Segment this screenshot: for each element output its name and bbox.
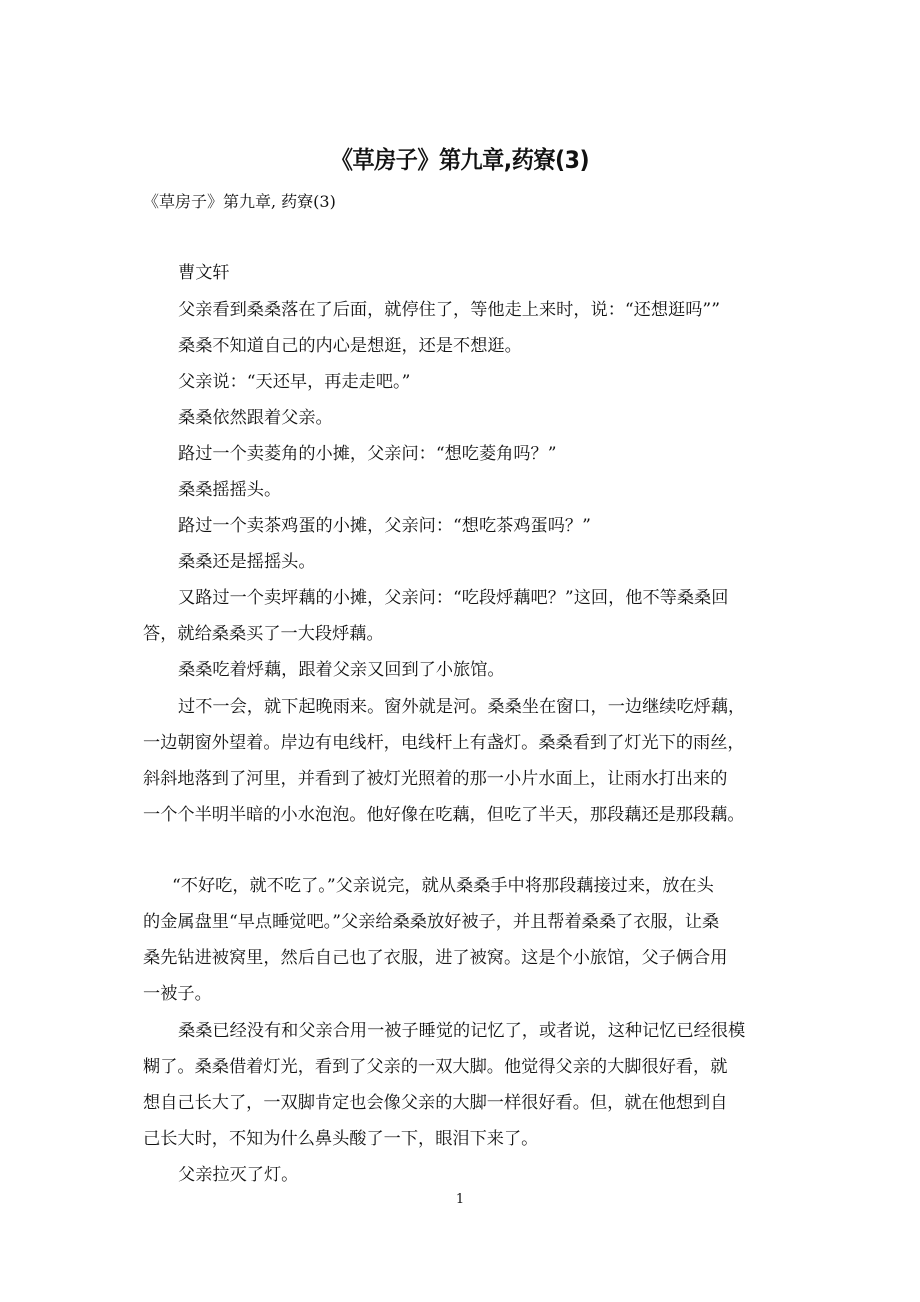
paragraph-line: 桑桑还是摇摇头。 — [178, 552, 316, 572]
page-number: 1 — [455, 1192, 465, 1207]
paragraph-line: 桑先钻进被窝里，然后自己也了衣服，进了被窝。这是个小旅馆，父子俩合用 — [143, 948, 728, 968]
paragraph-line: 一边朝窗外望着。岸边有电线杆，电线杆上有盏灯。桑桑看到了灯光下的雨丝， — [143, 733, 745, 753]
paragraph-line: 路过一个卖茶鸡蛋的小摊，父亲问：“想吃茶鸡蛋吗？” — [178, 516, 591, 536]
paragraph-line: 己长大时，不知为什么鼻头酸了一下，眼泪下来了。 — [143, 1129, 539, 1149]
paragraph-line: 桑桑吃着烀藕，跟着父亲又回到了小旅馆。 — [178, 660, 505, 680]
paragraph-line: 桑桑已经没有和父亲合用一被子睡觉的记忆了，或者说，这种记忆已经很模 — [178, 1021, 746, 1041]
paragraph-line: 糊了。桑桑借着灯光，看到了父亲的一双大脚。他觉得父亲的大脚很好看，就 — [143, 1057, 728, 1077]
document-title: 《草房子》第九章,药寮(3) — [330, 146, 590, 174]
paragraph-line: 斜斜地落到了河里，并看到了被灯光照着的那一小片水面上，让雨水打出来的 — [143, 769, 728, 789]
paragraph-line: “不好吃，就不吃了。”父亲说完，就从桑桑手中将那段藕接过来，放在头 — [172, 876, 714, 896]
paragraph-line: 桑桑依然跟着父亲。 — [178, 408, 333, 428]
paragraph-line: 一被子。 — [143, 984, 212, 1004]
paragraph-line: 答，就给桑桑买了一大段烀藕。 — [143, 624, 384, 644]
paragraph-line: 桑桑不知道自己的内心是想逛，还是不想逛。 — [178, 336, 522, 356]
paragraph-line: 父亲拉灭了灯。 — [178, 1165, 299, 1185]
paragraph-line: 过不一会，就下起晚雨来。窗外就是河。桑桑坐在窗口，一边继续吃烀藕， — [178, 697, 746, 717]
author-name: 曹文轩 — [178, 263, 230, 283]
paragraph-line: 的金属盘里“早点睡觉吧。”父亲给桑桑放好被子，并且帮着桑桑了衣服，让桑 — [143, 912, 720, 932]
paragraph-line: 桑桑摇摇头。 — [178, 480, 282, 500]
paragraph-line: 父亲看到桑桑落在了后面，就停住了，等他走上来时，说：“还想逛吗”” — [178, 300, 720, 320]
paragraph-line: 路过一个卖菱角的小摊，父亲问：“想吃菱角吗？” — [178, 444, 557, 464]
paragraph-line: 又路过一个卖坪藕的小摊，父亲问：“吃段烀藕吧？”这回，他不等桑桑回 — [178, 588, 729, 608]
paragraph-line: 父亲说：“天还早，再走走吧。” — [178, 372, 411, 392]
paragraph-line: 一个个半明半暗的小水泡泡。他好像在吃藕，但吃了半天，那段藕还是那段藕。 — [143, 805, 745, 825]
document-subtitle: 《草房子》第九章, 药寮(3) — [143, 192, 336, 211]
paragraph-line: 想自己长大了，一双脚肯定也会像父亲的大脚一样很好看。但，就在他想到自 — [143, 1093, 728, 1113]
